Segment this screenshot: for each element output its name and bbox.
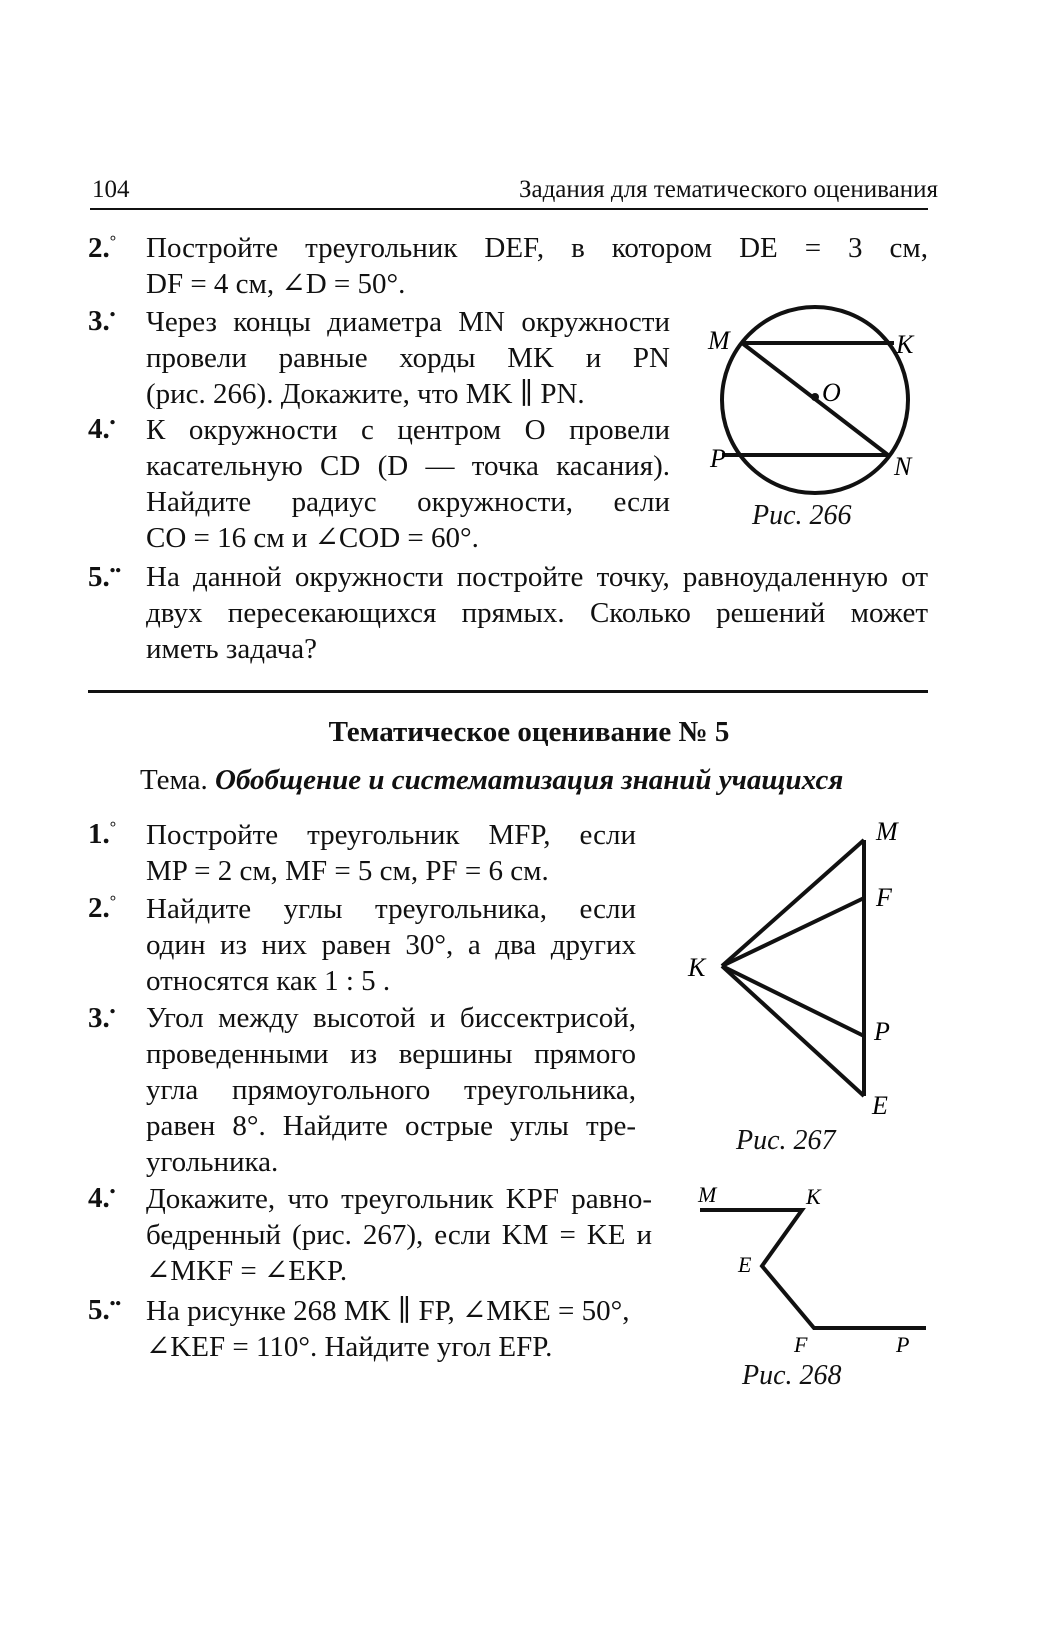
label-k: K [896,330,914,359]
topic-label: Тема. [140,764,208,796]
segment-kf [722,898,864,966]
label-p: P [896,1332,910,1357]
segment-kp [722,966,864,1036]
running-title: Задания для тематического оценивания [518,176,938,203]
figure-caption: Рис. 266 [752,500,852,531]
section-topic [140,764,843,797]
figure-caption: Рис. 267 [736,1125,836,1156]
label-o: O [822,378,841,407]
label-e: E [738,1252,752,1277]
exercise-text: Докажите, что треугольник KPF равно- бедренный (рис. 267), если KM = KE и ∠MKF = ∠EKP. [146,1183,652,1287]
figure-268 [690,1180,940,1360]
segment-ke [722,966,864,1096]
exercise-text: На данной окружности постройте точку, равноудаленную от двух пересекающихся прямых. Сколько решений может иметь задача? [146,561,928,665]
exercise-text: К окружности с центром O провели касательную CD (D — точка касания). Найдите радиус окружности, если CO = 16 см и ∠COD = 60°. [146,414,670,554]
topic-text: Обобщение и систематизация знаний учащихся [215,764,844,796]
exercise-number: 4.• [88,413,116,445]
label-k: K [688,953,706,982]
label-m: M [698,1182,717,1207]
label-e: E [872,1091,888,1120]
label-m: M [876,817,898,846]
section-rule [88,690,928,693]
exercise-number: 2.° [88,232,117,264]
exercise-text: Постройте треугольник DEF, в котором DE = 3 см, DF = 4 см, ∠D = 50°. [146,232,928,300]
section-title: Тематическое оценивание № 5 [328,716,730,748]
exercise-number: 3.• [88,1002,116,1034]
exercise-number: 4.• [88,1182,116,1214]
exercise-number: 1.° [88,818,117,850]
exercise-number: 2.° [88,892,117,924]
exercise-text: Через концы диаметра MN окружности провели равные хорды MK и PN (рис. 266). Докажите, что MK ∥ PN. [146,306,670,410]
page-number: 104 [92,176,130,203]
exercise-text: Найдите углы треугольника, если один из них равен 30°, а два других относятся как 1 : 5 . [146,893,636,997]
figure-267 [680,810,920,1130]
label-k: K [806,1184,821,1209]
broken-line [700,1210,926,1328]
exercise-text: Угол между высотой и биссектрисой, проведенными из вершины прямого угла прямоугольного треугольника, равен 8°. Найдите острые углы тре- угольника. [146,1002,636,1178]
exercise-number: 5.•• [88,561,121,593]
exercise-text: На рисунке 268 MK ∥ FP, ∠MKE = 50°, ∠KEF = 110°. Найдите угол EFP. [146,1295,630,1363]
segment-km [722,840,864,966]
label-n: N [894,452,912,481]
label-p: P [874,1017,890,1046]
exercise-text: Постройте треугольник MFP, если MP = 2 см, MF = 5 см, PF = 6 см. [146,819,636,887]
label-f: F [794,1332,808,1357]
center-point [811,393,819,401]
label-p: P [710,444,726,473]
figure-caption: Рис. 268 [742,1360,842,1391]
label-m: M [708,326,730,355]
header-rule [90,208,928,210]
exercise-number: 5.•• [88,1294,121,1326]
exercise-number: 3.• [88,305,116,337]
label-f: F [876,883,892,912]
